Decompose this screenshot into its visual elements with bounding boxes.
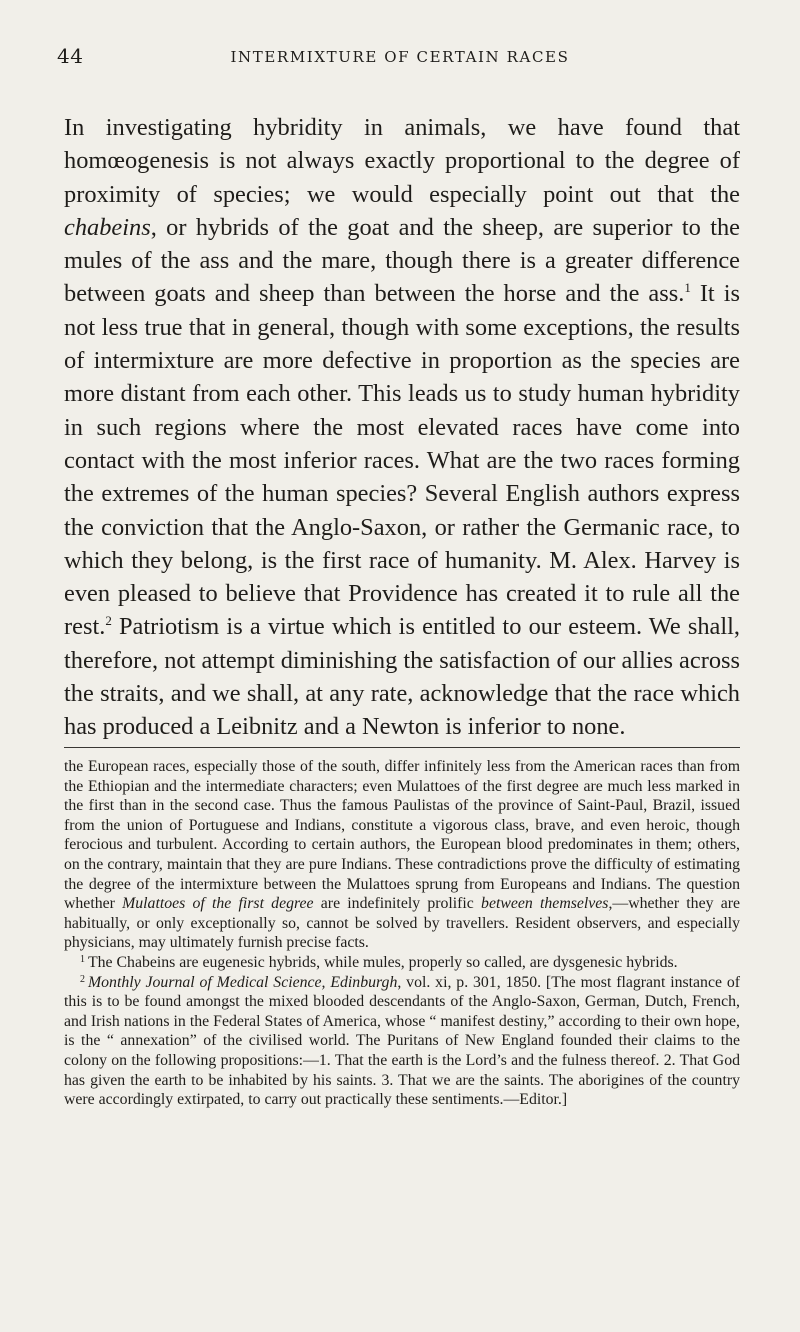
footnote-reference-2[interactable]: 2: [105, 613, 112, 629]
body-text-segment: , or hybrids of the goat and the sheep, are superior to the mules of the ass and the mare, though there is a greater difference between goats and sheep than between the horse and the ass.: [64, 213, 740, 308]
footnote-reference-1[interactable]: 1: [684, 280, 691, 296]
footnote-1: [64, 953, 740, 973]
footnote-2-marker: 2: [80, 973, 85, 985]
footnote-2: [64, 973, 740, 1110]
footnotes-section: [64, 757, 740, 1110]
footnote-continuation: [64, 757, 740, 953]
body-text-segment: It is not less true that in general, though with some exceptions, the results of intermixture are more defective in proportion as the species are more distant from each other. This leads us to study human hybridity in such regions where the most elevated races have come into contact with the most inferior races. What are the two races forming the extremes of the human species? Several English authors express the conviction that the Anglo-Saxon, or rather the Germanic race, to which they belong, is the first race of humanity. M. Alex. Harvey is even pleased to believe that Providence has created it to rule all the rest.: [64, 280, 740, 641]
footnote-2-journal-title: Monthly Journal of Medical Science, Edinburgh: [88, 973, 398, 991]
footnote-text-segment: the European races, especially those of the south, differ infinitely less from the American races than from the Ethiopian and the intermediate characters; even Mulattoes of the first degree are much less marked in the first than in the second case. Thus the famous Paulistas of the province of Saint-Paul, Brazil, issued from the union of Portuguese and Indians, constitute a vigorous class, brave, and even heroic, though ferocious and turbulent. According to certain authors, the European blood predominates in them; others, on the contrary, maintain that they are pure Indians. These contradictions prove the difficulty of estimating the degree of the intermixture between the Mulattoes sprung from Europeans and Indians. The question whether: [64, 758, 740, 913]
page-header: [57, 44, 743, 72]
footnote-text-segment: ,—whether they are habitually, or only exceptionally so, cannot be solved by travellers. Resident observers, and especially physicians, may ultimately furnish precise facts.: [64, 895, 740, 952]
footnote-divider: [64, 747, 740, 748]
main-paragraph: [64, 111, 740, 744]
body-text-segment: In investigating hybridity in animals, we have found that homœogenesis is not always exactly proportional to the degree of proximity of species; we would especially point out that the: [64, 114, 740, 208]
footnote-text-segment: are indefinitely prolific: [313, 895, 482, 913]
footnote-italic-segment: Mulattoes of the first degree: [122, 895, 314, 913]
footnote-1-text: The Chabeins are eugenesic hybrids, while mules, properly so called, are dysgenesic hybrids.: [88, 953, 678, 971]
running-head: INTERMIXTURE OF CERTAIN RACES: [230, 48, 570, 66]
footnote-1-marker: 1: [80, 953, 85, 965]
footnote-italic-segment: between themselves: [481, 895, 609, 913]
body-text-segment: Patriotism is a virtue which is entitled to our esteem. We shall, therefore, not attempt diminishing the satisfaction of our allies across the straits, and we shall, at any rate, acknowledge that the race which has produced a Leibnitz and a Newton is inferior to none.: [64, 613, 740, 741]
page-number: 44: [57, 44, 84, 68]
footnote-2-text: , vol. xi, p. 301, 1850. [The most flagrant instance of this is to be found amongst the mixed blooded descendants of the Anglo-Saxon, German, Dutch, French, and Irish nations in the Federal States of America, whose “ manifest destiny,” according to their own hope, is the “ annexation” of the civilised world. The Puritans of New England founded their claims to the colony on the following propositions:—1. That the earth is the Lord’s and the fulness thereof. 2. That God has given the earth to be inhabited by his saints. 3. That we are the saints. The aborigines of the country were accordingly extirpated, to carry out practically these sentiments.—Editor.]: [64, 973, 740, 1109]
italic-term-chabeins: chabeins: [64, 213, 151, 241]
